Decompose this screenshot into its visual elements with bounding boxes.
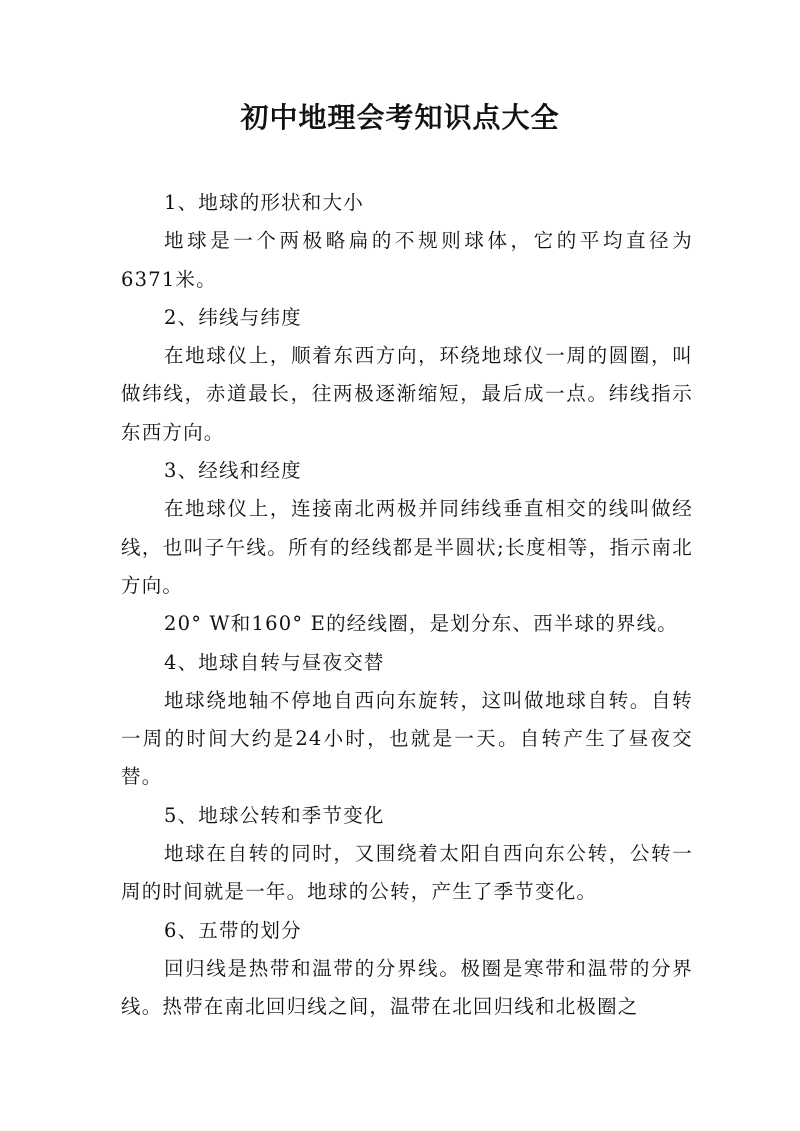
section-heading: 5、地球公转和季节变化 <box>164 803 385 827</box>
section-heading: 3、经线和经度 <box>164 459 302 483</box>
body-paragraph: 地球绕地轴不停地自西向东旋转，这叫做地球自转。自转一周的时间大约是24小时，也就是一天。自转产生了昼夜交替。 <box>121 688 693 789</box>
page-title: 初中地理会考知识点大全 <box>240 101 560 134</box>
document-body <box>121 184 693 1027</box>
body-paragraph: 地球在自转的同时，又围绕着太阳自西向东公转，公转一周的时间就是一年。地球的公转，产生了季节变化。 <box>121 842 693 904</box>
body-paragraph: 地球是一个两极略扁的不规则球体，它的平均直径为6371米。 <box>121 229 693 291</box>
body-paragraph: 在地球仪上，连接南北两极并同纬线垂直相交的线叫做经线，也叫子午线。所有的经线都是半圆状;长度相等，指示南北方向。 <box>121 497 693 597</box>
section-heading: 4、地球自转与昼夜交替 <box>164 650 385 674</box>
section-heading: 2、纬线与纬度 <box>164 305 302 329</box>
section-heading: 6、五带的划分 <box>164 918 302 942</box>
body-paragraph: 20° W和160° E的经线圈，是划分东、西半球的界线。 <box>164 612 679 636</box>
section-heading: 1、地球的形状和大小 <box>164 191 364 214</box>
body-paragraph: 回归线是热带和温带的分界线。极圈是寒带和温带的分界线。热带在南北回归线之间，温带在北回归线和北极圈之 <box>121 956 693 1019</box>
body-paragraph: 在地球仪上，顺着东西方向，环绕地球仪一周的圆圈，叫做纬线，赤道最长，往两极逐渐缩短，最后成一点。纬线指示东西方向。 <box>121 344 693 444</box>
